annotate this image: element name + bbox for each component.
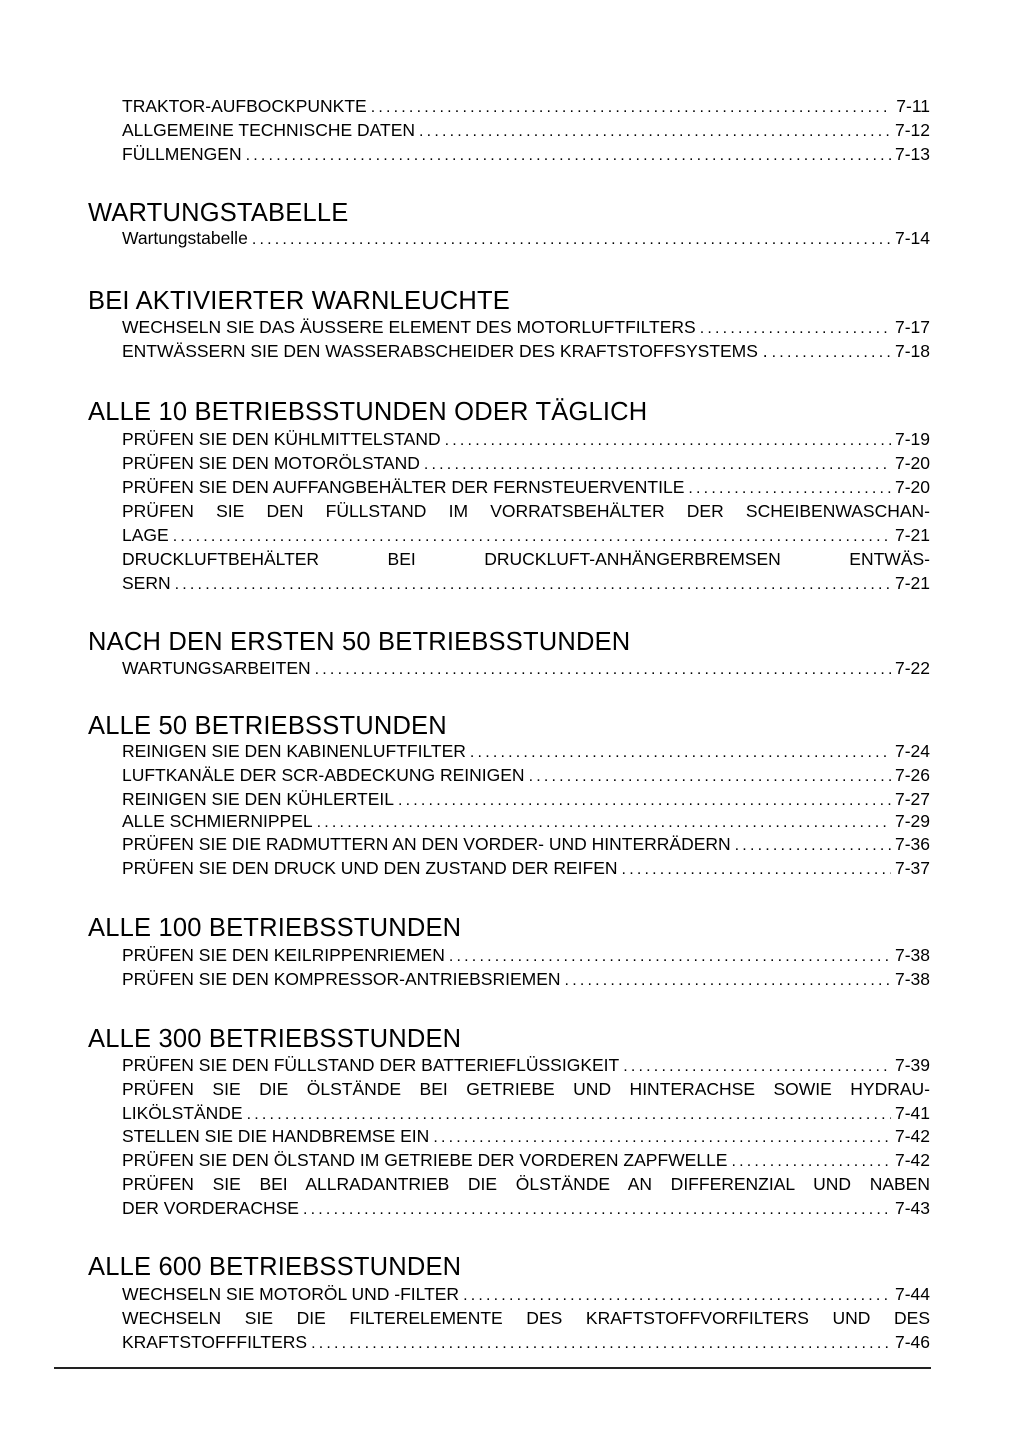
toc-entry-title: DER VORDERACHSE xyxy=(122,1198,299,1218)
toc-entry-title: PRÜFEN SIE DEN ÖLSTAND IM GETRIEBE DER VORDEREN ZAPFWELLE xyxy=(122,1150,728,1170)
toc-entry[interactable] xyxy=(122,1330,930,1356)
toc-entry[interactable] xyxy=(122,339,930,365)
section-heading: ALLE 600 BETRIEBSSTUNDEN xyxy=(88,1253,462,1281)
toc-entry-title: PRÜFEN SIE DEN KOMPRESSOR-ANTRIEBSRIEMEN xyxy=(122,969,561,989)
toc-entry[interactable] xyxy=(122,475,930,501)
toc-entry-page: 7-24 xyxy=(894,741,930,761)
toc-entry-first-line[interactable]: PRÜFEN SIE BEI ALLRADANTRIEB DIE ÖLSTÄNDE AN DIFFERENZIAL UND NABEN xyxy=(122,1174,930,1194)
dot-leader xyxy=(433,1126,891,1150)
toc-entry-page: 7-38 xyxy=(894,969,930,989)
toc-entry-title: PRÜFEN SIE DEN KEILRIPPENRIEMEN xyxy=(122,945,445,965)
dot-leader xyxy=(470,741,891,765)
toc-entry[interactable] xyxy=(122,523,930,549)
dot-leader xyxy=(175,573,891,597)
toc-entry-first-line[interactable]: PRÜFEN SIE DIE ÖLSTÄNDE BEI GETRIEBE UND HINTERACHSE SOWIE HYDRAU- xyxy=(122,1079,930,1099)
toc-entry[interactable] xyxy=(122,1148,930,1174)
toc-entry[interactable] xyxy=(122,226,930,252)
toc-entry-page: 7-26 xyxy=(894,765,930,785)
toc-entry-page: 7-39 xyxy=(894,1055,930,1075)
dot-leader xyxy=(565,969,891,993)
toc-entry-page: 7-37 xyxy=(894,858,930,878)
toc-entry-title: PRÜFEN SIE DEN FÜLLSTAND DER BATTERIEFLÜSSIGKEIT xyxy=(122,1055,620,1075)
toc-entry-title: PRÜFEN SIE DIE RADMUTTERN AN DEN VORDER- UND HINTERRÄDERN xyxy=(122,834,731,854)
toc-entry-page: 7-27 xyxy=(894,789,930,809)
dot-leader xyxy=(445,429,891,453)
toc-entry-title: LIKÖLSTÄNDE xyxy=(122,1103,243,1123)
toc-entry-title: PRÜFEN SIE DEN KÜHLMITTELSTAND xyxy=(122,429,441,449)
toc-entry[interactable] xyxy=(122,1282,930,1308)
toc-entry-page: 7-11 xyxy=(896,96,930,116)
toc-entry-page: 7-17 xyxy=(894,317,930,337)
toc-entry[interactable] xyxy=(122,571,930,597)
toc-entry-page: 7-21 xyxy=(894,525,930,545)
toc-entry-title: ENTWÄSSERN SIE DEN WASSERABSCHEIDER DES KRAFTSTOFFSYSTEMS . xyxy=(122,341,768,361)
toc-entry[interactable] xyxy=(122,1053,930,1079)
toc-entry[interactable] xyxy=(122,94,930,120)
toc-entry-title: FÜLLMENGEN xyxy=(122,144,242,164)
section-heading: NACH DEN ERSTEN 50 BETRIEBSSTUNDEN xyxy=(88,628,631,656)
toc-entry-title: LUFTKANÄLE DER SCR-ABDECKUNG REINIGEN xyxy=(122,765,525,785)
toc-entry[interactable] xyxy=(122,142,930,168)
toc-entry-page: 7-38 xyxy=(894,945,930,965)
toc-entry-page: 7-18 xyxy=(894,341,930,361)
toc-entry-page: 7-42 xyxy=(894,1126,930,1146)
dot-leader xyxy=(311,1332,891,1356)
toc-entry[interactable] xyxy=(122,943,930,969)
toc-entry-title: TRAKTOR-AUFBOCKPUNKTE xyxy=(122,96,367,116)
dot-leader xyxy=(419,120,891,144)
toc-entry-first-line[interactable]: WECHSELN SIE DIE FILTERELEMENTE DES KRAFTSTOFFVORFILTERS UND DES xyxy=(122,1308,930,1328)
dot-leader xyxy=(700,317,891,341)
toc-entry-page: 7-14 xyxy=(894,228,930,248)
toc-entry-title: REINIGEN SIE DEN KÜHLERTEIL xyxy=(122,789,394,809)
toc-entry-title: ALLGEMEINE TECHNISCHE DATEN xyxy=(122,120,416,140)
toc-entry-title: REINIGEN SIE DEN KABINENLUFTFILTER xyxy=(122,741,466,761)
toc-entry[interactable] xyxy=(122,1196,930,1222)
toc-entry-page: 7-36 xyxy=(894,834,930,854)
toc-entry-title: PRÜFEN SIE DEN DRUCK UND DEN ZUSTAND DER REIFEN xyxy=(122,858,618,878)
toc-entry[interactable] xyxy=(122,118,930,144)
toc-entry-title: PRÜFEN SIE DEN AUFFANGBEHÄLTER DER FERNSTEUERVENTILE xyxy=(122,477,685,497)
toc-entry-title: SERN xyxy=(122,573,171,593)
dot-leader xyxy=(622,858,891,882)
toc-entry-page: 7-21 xyxy=(894,573,930,593)
dot-leader xyxy=(424,453,891,477)
section-heading: ALLE 100 BETRIEBSSTUNDEN xyxy=(88,914,462,942)
section-heading: WARTUNGSTABELLE xyxy=(88,199,349,227)
dot-leader xyxy=(731,1150,891,1174)
dot-leader xyxy=(772,341,891,365)
toc-entry[interactable] xyxy=(122,656,930,682)
dot-leader xyxy=(252,228,891,252)
toc-entry-page: 7-20 xyxy=(894,453,930,473)
toc-entry-first-line[interactable]: DRUCKLUFTBEHÄLTER BEI DRUCKLUFT-ANHÄNGERBREMSEN ENTWÄS- xyxy=(122,549,930,569)
toc-entry[interactable] xyxy=(122,856,930,882)
toc-entry-page: 7-19 xyxy=(894,429,930,449)
toc-entry-title: WECHSELN SIE DAS ÄUSSERE ELEMENT DES MOTORLUFTFILTERS xyxy=(122,317,696,337)
toc-entry-page: 7-20 xyxy=(894,477,930,497)
section-heading: ALLE 50 BETRIEBSSTUNDEN xyxy=(88,712,447,740)
toc-entry-page: 7-44 xyxy=(894,1284,930,1304)
dot-leader xyxy=(173,525,891,549)
toc-entry-page: 7-41 xyxy=(894,1103,930,1123)
dot-leader xyxy=(688,477,891,501)
toc-entry-title: WARTUNGSARBEITEN xyxy=(122,658,311,678)
toc-entry[interactable] xyxy=(122,427,930,453)
dot-leader xyxy=(529,765,891,789)
toc-entry[interactable] xyxy=(122,832,930,858)
toc-entry[interactable] xyxy=(122,315,930,341)
dot-leader xyxy=(449,945,891,969)
toc-entry-title: ALLE SCHMIERNIPPEL xyxy=(122,811,313,831)
dot-leader xyxy=(315,658,891,682)
footer-divider xyxy=(54,1367,931,1369)
toc-entry-first-line[interactable]: PRÜFEN SIE DEN FÜLLSTAND IM VORRATSBEHÄLTER DER SCHEIBENWASCHAN- xyxy=(122,501,930,521)
dot-leader xyxy=(463,1284,891,1308)
toc-entry[interactable] xyxy=(122,763,930,789)
toc-entry-title: LAGE xyxy=(122,525,169,545)
toc-entry-title: Wartungstabelle xyxy=(122,228,248,248)
dot-leader xyxy=(623,1055,891,1079)
toc-entry[interactable] xyxy=(122,451,930,477)
dot-leader xyxy=(303,1198,891,1222)
toc-entry-page: 7-46 xyxy=(894,1332,930,1352)
toc-entry-page: 7-12 xyxy=(894,120,930,140)
section-heading: BEI AKTIVIERTER WARNLEUCHTE xyxy=(88,287,510,315)
toc-entry-page: 7-43 xyxy=(894,1198,930,1218)
toc-entry-title: PRÜFEN SIE DEN MOTORÖLSTAND xyxy=(122,453,420,473)
section-heading: ALLE 300 BETRIEBSSTUNDEN xyxy=(88,1025,462,1053)
toc-entry-page: 7-13 xyxy=(894,144,930,164)
toc-entry[interactable] xyxy=(122,967,930,993)
toc-entry-page: 7-42 xyxy=(894,1150,930,1170)
toc-entry-title: STELLEN SIE DIE HANDBREMSE EIN xyxy=(122,1126,430,1146)
dot-leader xyxy=(246,144,891,168)
toc-entry-title: WECHSELN SIE MOTORÖL UND -FILTER xyxy=(122,1284,460,1304)
toc-entry-page: 7-22 xyxy=(894,658,930,678)
dot-leader xyxy=(371,96,893,120)
toc-entry[interactable] xyxy=(122,1124,930,1150)
section-heading: ALLE 10 BETRIEBSSTUNDEN ODER TÄGLICH xyxy=(88,398,648,426)
dot-leader xyxy=(735,834,891,858)
toc-entry[interactable] xyxy=(122,739,930,765)
toc-entry-title: KRAFTSTOFFFILTERS xyxy=(122,1332,308,1352)
toc-entry-page: 7-29 xyxy=(894,811,930,831)
